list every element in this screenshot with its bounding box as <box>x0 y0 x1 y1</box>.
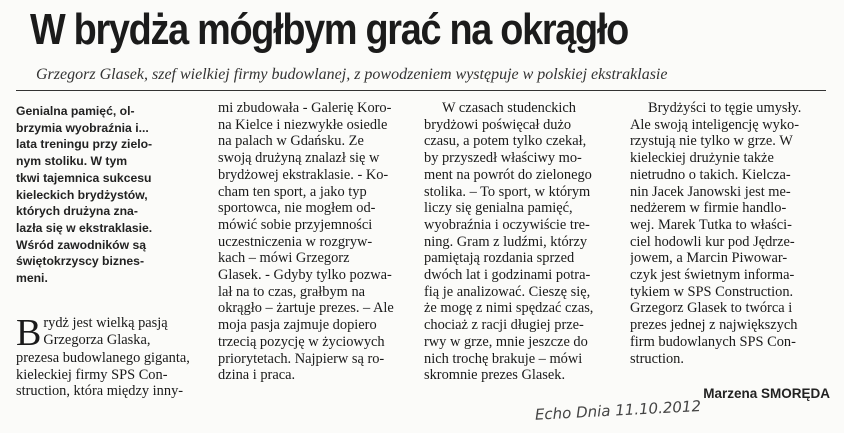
text-line: nich trochę brakuje – mówi <box>424 350 583 367</box>
text-line: okrągło – żartuje prezes. – Ale <box>218 300 394 317</box>
text-line: nietrudno o takich. Kielcza- <box>630 166 791 183</box>
text-line: sportowca, nie mogłem od- <box>218 200 376 217</box>
text-line: wyobraźnia i oczywiście tre- <box>424 216 590 233</box>
text-line: fią je analizować. Cieszę się, <box>424 283 591 300</box>
text-line: jowem, a Marcin Piwowar- <box>630 250 788 267</box>
text-line: Brydżyści to tęgie umysły. <box>648 100 802 116</box>
text-line: skromnie prezes Glasek. <box>424 367 566 384</box>
text-line: firm budowlanych SPS Con- <box>630 333 796 350</box>
text-line: kach – mówi Grzegorz <box>218 250 350 267</box>
text-line: Grzegorza Glaska, <box>43 331 151 348</box>
text-line: ciel hodowli kur pod Jędrze- <box>630 233 795 250</box>
text-line: by przyszedł właściwy mo- <box>424 150 582 167</box>
text-line: lał na to czas, grałbym na <box>218 283 366 300</box>
text-line: nedżerem w firmie handlo- <box>630 200 787 217</box>
text-line: stolika. – To sport, w którym <box>424 183 591 200</box>
subtitle: Grzegorz Glasek, szef wielkiej firmy budowlanej, z powodzeniem występuje w polskiej ekstraklasie <box>36 66 668 83</box>
article-column-3 <box>424 100 624 384</box>
text-line: liczy się genialna pamięć, <box>424 200 573 217</box>
text-line: uczestniczenia w rozgryw- <box>218 233 373 250</box>
text-line: brydżowej ekstraklasie. - Ko- <box>218 166 389 183</box>
author-byline: Marzena SMORĘDA <box>703 386 830 401</box>
lead-line: Wśród zawodników są <box>16 237 147 252</box>
text-line: rwy w grze, mnie jeszcze do <box>424 333 588 350</box>
text-line: Glasek. - Gdyby tylko pozwa- <box>218 267 392 284</box>
text-line: ning. Gram z ludźmi, którzy <box>424 233 588 250</box>
lead-line: świętokrzyscy biznes- <box>16 254 145 269</box>
text-line: rydż jest wielką pasją <box>43 315 168 331</box>
text-line: Ale swoją inteligencję wyko- <box>630 116 800 133</box>
lead-line: kieleckich brydżystów, <box>16 187 148 202</box>
text-line: W czasach studenckich <box>442 100 576 116</box>
text-line: dwóch lat i godzinami potra- <box>424 267 591 284</box>
text-line: wej. Marek Tutka to właści- <box>630 216 792 233</box>
lead-line: brzymia wyobraźnia i... <box>16 120 149 135</box>
article-column-2 <box>218 100 418 384</box>
lead-line: nym stoliku. W tym <box>16 154 128 169</box>
text-line: czyk jest świetnym informa- <box>630 267 795 284</box>
text-line: na palach w Gdańsku. Ze <box>218 133 364 150</box>
text-line: rzystują nie tylko w grze. W <box>630 133 793 150</box>
lead-line: meni. <box>16 271 48 286</box>
divider <box>16 90 826 91</box>
headline: W brydża mógłbym grać na okrągło <box>30 5 628 54</box>
text-line: czasu, a potem tylko czekał, <box>424 133 587 150</box>
lead-line: lazła się w ekstraklasie. <box>16 220 153 235</box>
text-line: struction. <box>630 350 684 367</box>
article-column-1 <box>16 312 206 400</box>
text-line: moja pasja zajmuje dopiero <box>218 317 377 334</box>
lead-line: lata treningu przy zielo- <box>16 137 153 152</box>
text-line: dzina i praca. <box>218 367 296 384</box>
text-line: trzecią pozycję w życiowych <box>218 333 385 350</box>
text-line: kieleckiej firmy SPS Con- <box>16 366 168 383</box>
lead-line: Genialna pamięć, ol- <box>16 104 135 118</box>
text-line: mi zbudowała - Galerię Koro- <box>218 100 392 116</box>
text-line: nin Jacek Janowski jest me- <box>630 183 791 200</box>
text-line: priorytetach. Najpierw są ro- <box>218 350 385 367</box>
text-line: tykiem w SPS Construction. <box>630 283 794 300</box>
text-line: kieleckiej drużynie także <box>630 150 774 167</box>
text-line: na Kielce i niezwykłe osiedle <box>218 116 388 133</box>
text-line: prezes jednej z największych <box>630 317 798 334</box>
text-line: że mogę z nimi spędzać czas, <box>424 300 594 317</box>
lead-line: których drużyna zna- <box>16 204 138 219</box>
text-line: brydżowi poświęcał dużo <box>424 116 572 133</box>
text-line: struction, która między inny- <box>16 383 184 400</box>
text-line: swoją drużyną znalazł się w <box>218 150 380 167</box>
lead-paragraph <box>16 103 196 287</box>
lead-line: tkwi tajemnica sukcesu <box>16 170 152 185</box>
text-line: cham ten sport, a jako typ <box>218 183 367 200</box>
text-line: pamiętają rozdania sprzed <box>424 250 575 267</box>
text-line: mówić sobie przyjemności <box>218 216 373 233</box>
text-line: Grzegorz Glasek to twórca i <box>630 300 793 317</box>
text-line: ment na powrót do zielonego <box>424 166 592 183</box>
text-line: prezesa budowlanego giganta, <box>16 350 190 366</box>
drop-cap: B <box>16 312 42 354</box>
handwritten-source-note: Echo Dnia 11.10.2012 <box>534 397 702 424</box>
article-column-4 <box>630 100 825 367</box>
text-line: chociaż z racji długiej prze- <box>424 317 584 334</box>
